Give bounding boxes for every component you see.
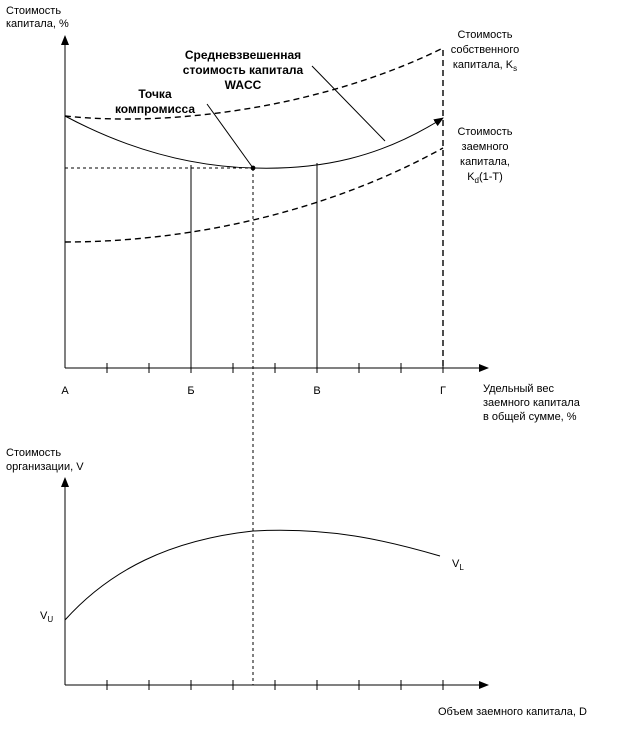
wacc-label-3: WACC bbox=[224, 78, 262, 92]
vu-label bbox=[40, 610, 53, 624]
debt-label-3: капитала, bbox=[460, 156, 510, 168]
wacc-label-2: стоимость капитала bbox=[182, 63, 304, 77]
bottom-y-label-2: организации, V bbox=[6, 461, 84, 473]
top-y-label-1: Стоимость bbox=[6, 5, 62, 17]
compromise-label-1: Точка bbox=[138, 87, 172, 101]
tick-label-g: Г bbox=[440, 385, 446, 397]
equity-label-3-sub: s bbox=[513, 64, 518, 73]
debt-cost-curve bbox=[65, 148, 443, 242]
debt-label-1: Стоимость bbox=[457, 126, 513, 138]
equity-label-3 bbox=[453, 59, 517, 73]
vl-label-sub: L bbox=[459, 563, 464, 572]
top-y-label-2: капитала, % bbox=[6, 18, 69, 30]
tick-label-v: В bbox=[313, 385, 321, 397]
vu-label-main: V bbox=[40, 610, 48, 622]
top-x-label-3: в общей сумме, % bbox=[483, 411, 577, 423]
tick-label-b: Б bbox=[187, 385, 195, 397]
compromise-label-2: компромисса bbox=[114, 102, 196, 116]
wacc-curve bbox=[65, 116, 443, 168]
tick-label-a: А bbox=[61, 385, 69, 397]
equity-label-2: собственного bbox=[450, 44, 520, 56]
compromise-leader bbox=[207, 104, 253, 168]
vu-label-sub: U bbox=[47, 615, 54, 624]
debt-label-2: заемного bbox=[461, 141, 509, 153]
debt-label-4-sub: d bbox=[474, 176, 479, 185]
debt-label-4 bbox=[467, 171, 503, 185]
vl-label-main: V bbox=[452, 558, 460, 570]
debt-label-4-tail: (1-T) bbox=[478, 171, 503, 183]
vl-label bbox=[452, 558, 464, 572]
equity-label-3-main: капитала, K bbox=[452, 59, 514, 71]
bottom-y-label-1: Стоимость bbox=[6, 447, 62, 459]
wacc-label-1: Средневзвешенная bbox=[184, 48, 302, 62]
equity-label-1: Стоимость bbox=[457, 29, 513, 41]
debt-label-4-main: K bbox=[467, 171, 475, 183]
top-x-label-2: заемного капитала bbox=[483, 397, 580, 409]
top-x-label-1: Удельный вес bbox=[483, 383, 554, 395]
bottom-x-label: Объем заемного капитала, D bbox=[438, 706, 587, 718]
